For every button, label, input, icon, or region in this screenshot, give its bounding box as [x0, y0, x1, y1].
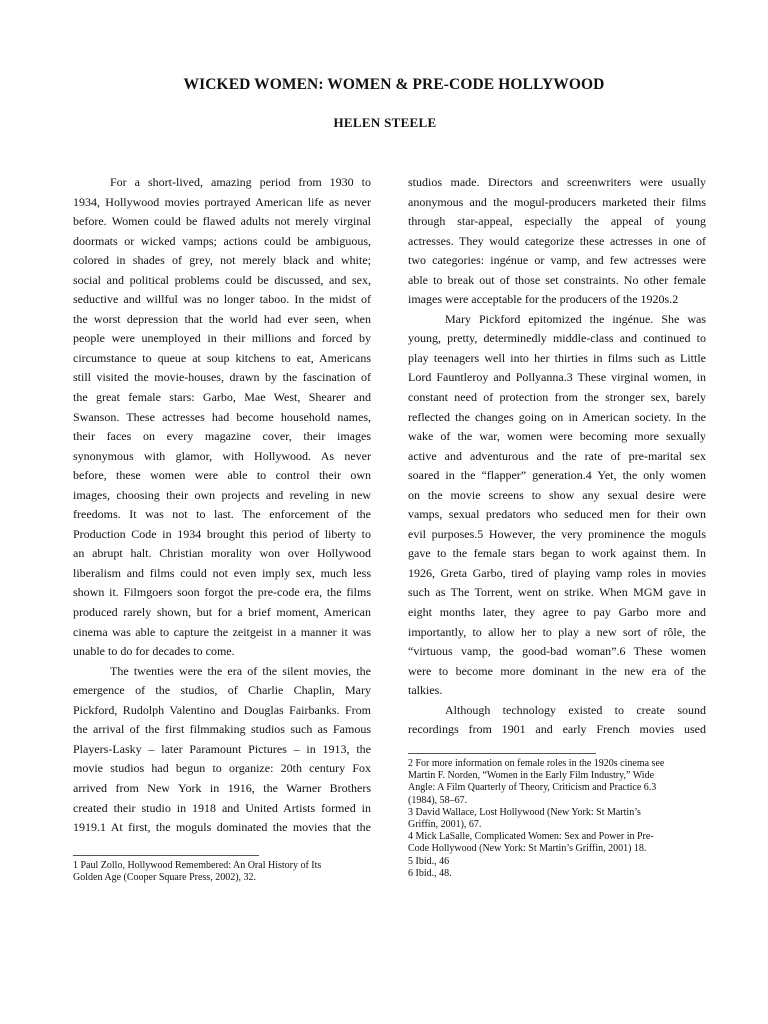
- text-line: vamps, sexual predators who seduced men for their own: [408, 507, 706, 522]
- author-name: HELEN STEELE: [333, 115, 437, 130]
- footnote-line: 5 Ibid., 46: [408, 855, 450, 867]
- right-footnote-rule: [408, 753, 596, 754]
- text-line: colored in shades of grey, not merely black and white;: [73, 253, 371, 268]
- text-line: still visited the movie-houses, drawn by the fascination of: [73, 370, 371, 385]
- footnote-line: Griffin, 2001), 67.: [408, 818, 482, 830]
- footnote-line: Golden Age (Cooper Square Press, 2002), 32.: [73, 872, 257, 884]
- text-line: evil purposes.5 However, the very prominence the moguls: [408, 526, 706, 541]
- footnote-line: 6 Ibid., 48.: [408, 867, 452, 879]
- text-line: 1919.1 At first, the moguls dominated the movies that the: [73, 820, 371, 835]
- text-line: reflected the changes going on in American society. In the: [408, 409, 706, 424]
- text-line: unable to do for decades to come.: [73, 644, 235, 659]
- text-line: wake of the war, women were becoming more sexually: [408, 429, 706, 444]
- text-line: Players-Lasky – later Paramount Pictures – in 1913, the: [73, 741, 371, 756]
- text-line: seductive and willful was no longer taboo. In the midst of: [73, 292, 371, 307]
- text-line: Mary Pickford epitomized the ingénue. She was: [445, 311, 706, 326]
- paper-title: WICKED WOMEN: WOMEN & PRE-CODE HOLLYWOOD: [183, 76, 605, 93]
- left-footnote-rule: [73, 855, 259, 856]
- text-line: Pickford, Rudolph Valentino and Douglas Fairbanks. From: [73, 702, 371, 717]
- text-line: eight months later, they agree to pay Garbo more and: [408, 605, 706, 620]
- text-line: Although technology existed to create sound: [445, 702, 706, 717]
- footnote-line: Angle: A Film Quarterly of Theory, Criticism and Practice 6.3: [408, 782, 657, 794]
- text-line: circumstance to queue at soup kitchens to eat, Americans: [73, 350, 371, 365]
- text-line: freedoms. It was not to last. The enforcement of the: [73, 507, 371, 522]
- text-line: synonymous with glamor, with Hollywood. As never: [73, 448, 371, 463]
- text-line: “virtuous vamp, the good-bad woman”.6 These women: [408, 644, 706, 659]
- left-text-column: [73, 173, 371, 838]
- text-line: 1926, Greta Garbo, tired of playing vamp roles in movies: [408, 565, 706, 580]
- text-line: through star-appeal, especially the appeal of young: [408, 214, 706, 229]
- text-line: an abrupt halt. Christian morality won over Hollywood: [73, 546, 371, 561]
- text-line: Production Code in 1934 brought this period of liberty to: [73, 526, 371, 541]
- text-line: Swanson. These actresses had become household names,: [73, 409, 371, 424]
- text-line: were to become more dominant in the new era of the: [408, 663, 706, 678]
- text-line: the worst depression that the world had ever seen, when: [73, 311, 371, 326]
- text-line: arrived from New York in 1916, the Warner Brothers: [73, 780, 371, 795]
- text-line: two categories: ingénue or vamp, and few actresses were: [408, 253, 706, 268]
- footnote-line: 4 Mick LaSalle, Complicated Women: Sex and Power in Pre-: [408, 831, 654, 843]
- text-line: anonymous and the mogul-producers marketed their films: [408, 194, 706, 209]
- footnote-line: 3 David Wallace, Lost Hollywood (New York: St Martin’s: [408, 806, 641, 818]
- text-line: The twenties were the era of the silent movies, the: [110, 663, 371, 678]
- text-line: soared in the “flapper” generation.4 Yet, the only women: [408, 468, 706, 483]
- text-line: 1934, Hollywood movies portrayed American life as never: [73, 194, 371, 209]
- text-line: before, these women were able to control their own: [73, 468, 371, 483]
- footnote-line: (1984), 58–67.: [408, 794, 468, 806]
- text-line: play teenagers well into her thirties in films such as Little: [408, 350, 706, 365]
- text-line: shown it. Filmgoers soon forgot the pre-code era, the films: [73, 585, 371, 600]
- text-line: produced rarely shown, but for a brief moment, American: [73, 605, 371, 620]
- text-line: actresses. They would categorize these actresses in one of: [408, 233, 706, 248]
- footnote-line: Martin F. Norden, “Women in the Early Film Industry,” Wide: [408, 770, 655, 782]
- text-line: Lord Fauntleroy and Pollyanna.3 These virginal women, in: [408, 370, 706, 385]
- text-line: constant need of protection from the stronger sex, barely: [408, 390, 706, 405]
- text-line: young, pretty, determinedly middle-class and continued to: [408, 331, 706, 346]
- text-line: the great female stars: Garbo, Mae West, Shearer and: [73, 390, 371, 405]
- right-footnotes: [408, 758, 708, 880]
- text-line: people were unemployed in their millions and forced by: [73, 331, 371, 346]
- text-line: their faces on every magazine cover, their images: [73, 429, 371, 444]
- text-line: movie studios had begun to organize: 20th century Fox: [73, 761, 371, 776]
- text-line: created their studio in 1918 and United Artists formed in: [73, 800, 371, 815]
- text-line: gave to the female stars began to work against them. In: [408, 546, 706, 561]
- text-line: importantly, to allow her to play a new sort of rôle, the: [408, 624, 706, 639]
- text-line: studios made. Directors and screenwriters were usually: [408, 175, 706, 189]
- text-line: the arrival of the first filmmaking studios such as Famous: [73, 722, 371, 737]
- text-line: recordings from 1901 and early French movies used: [408, 722, 706, 737]
- text-line: before. Women could be flawed adults not merely virginal: [73, 214, 371, 229]
- text-line: images, choosing their own projects and reveling in new: [73, 487, 371, 502]
- text-line: emergence of the studios, of Charlie Chaplin, Mary: [73, 683, 371, 698]
- text-line: For a short-lived, amazing period from 1930 to: [110, 175, 371, 189]
- footnote-line: 1 Paul Zollo, Hollywood Remembered: An Oral History of Its: [73, 860, 322, 871]
- footnote-line: Code Hollywood (New York: St Martin’s Griffin, 2001) 18.: [408, 843, 647, 855]
- text-line: able to break out of those set constraints. No other female: [408, 272, 706, 287]
- right-text-column: [408, 173, 706, 740]
- text-line: talkies.: [408, 683, 443, 698]
- text-line: doormats or wicked vamps; actions could be ambiguous,: [73, 233, 371, 248]
- text-line: images were acceptable for the producers of the 1920s.2: [408, 292, 679, 307]
- text-line: active and adventurous and the rate of pre-marital sex: [408, 448, 706, 463]
- text-line: social and political problems could be discussed, and sex,: [73, 272, 371, 287]
- text-line: liberalism and films could not even imply sex, much less: [73, 565, 371, 580]
- text-line: on the movie screens to show any sexual desire were: [408, 487, 706, 502]
- left-footnotes: [73, 860, 373, 884]
- footnote-line: 2 For more information on female roles in the 1920s cinema see: [408, 758, 665, 769]
- text-line: cinema was able to capture the zeitgeist in a manner it was: [73, 624, 371, 639]
- text-line: such as The Torrent, went on strike. When MGM gave in: [408, 585, 706, 600]
